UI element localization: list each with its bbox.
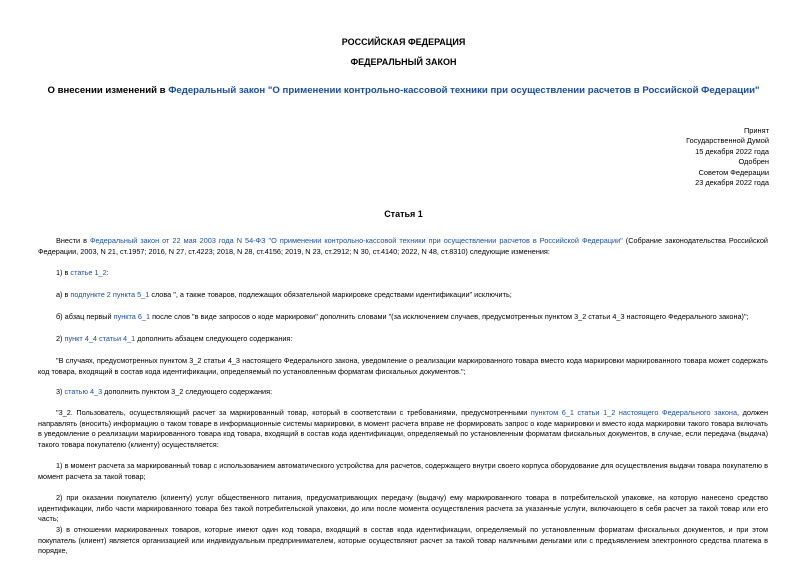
paragraph-item-1 — [38, 268, 768, 279]
article-link[interactable]: статью 4_3 — [64, 387, 103, 396]
adoption-line: 23 декабря 2022 года — [695, 178, 769, 188]
article-heading: Статья 1 — [384, 209, 423, 219]
law-title-prefix: О внесении изменений в — [47, 85, 169, 96]
text: 2) — [56, 334, 65, 343]
text: (Собрание законодательства Российской Федерации, 2003, N 21, ст.1957; 2016, N 27, ст.4223; 2018, N 28, ст.4156; 2019, N 23, ст.2912; N 30, ст.4140; 2022, N 48, ст.8310) следующие изменения: — [38, 236, 768, 256]
adoption-line: 15 декабря 2022 года — [695, 146, 769, 156]
subpoint-link[interactable]: подпункте 2 пункта 5_1 — [70, 290, 150, 299]
paragraph-item-2 — [38, 334, 768, 345]
paragraph-quote-1: "В случаях, предусмотренных пунктом 3_2 статьи 4_3 настоящего Федерального закона, уведомление о реализации маркированного товара вместо кода маркировки маркированного товара может содержать код товара, входящий в состав кода идентификации, определяемый по установленным форматам фискальных документов."; — [38, 356, 768, 376]
paragraph-subitem-1: 1) в момент расчета за маркированный товар с использованием автоматического устройства для расчетов, содержащего внутри своего корпуса оборудование для осуществления выдачи товара покупателю в момент расчета за такой товар; — [38, 461, 768, 481]
paragraph-item-3 — [38, 387, 768, 398]
adoption-block — [569, 126, 769, 188]
text: 3) — [56, 387, 65, 396]
text: после слов "в виде запросов о коде маркировки" дополнить словами "(за исключением случаев, предусмотренных пунктом 3_2 статьи 4_3 настоящего Федерального закона)"; — [150, 312, 749, 321]
text: "3_2. Пользователь, осуществляющий расчет за маркированный товар, который в соответствии с требованиями, предусмотренными — [56, 408, 531, 417]
point-link[interactable]: пункт 4_4 статьи 4_1 — [64, 334, 136, 343]
paragraph-subitem-2: 2) при оказании покупателю (клиенту) услуг общественного питания, предусматривающих передачу (выдачу) ему маркированного товара в потребительской упаковке, на которую нанесено средство идентификации, либо части маркированного товара без такой потребительской упаковки, до или после момента осуществления расчета за указанные услуги, включающего в себя расчет за такой товар или его часть; — [38, 493, 768, 524]
paragraph-item-b — [38, 312, 768, 323]
text: дополнить абзацем следующего содержания: — [135, 334, 293, 343]
text: Внести в — [56, 236, 90, 245]
paragraph-intro — [38, 236, 768, 257]
adoption-line: Советом Федерации — [698, 167, 769, 177]
text: 1) в — [56, 268, 71, 277]
law-title — [0, 85, 807, 96]
text: : — [106, 268, 109, 277]
text: дополнить пунктом 3_2 следующего содержания: — [102, 387, 273, 396]
adoption-line: Принят — [743, 126, 769, 135]
paragraph-subitem-3: 3) в отношении маркированных товаров, которые имеют один код товара, входящий в состав кода идентификации, определяемый по установленным форматам фискальных документов, и при этом покупатель (клиент) является организацией или индивидуальным предпринимателем, которые осуществляют расчет за такой товар наличными деньгами или с предъявлением электронного средства платежа в порядке, — [38, 525, 768, 556]
point-link[interactable]: пункта 6_1 — [113, 312, 151, 321]
law-link[interactable]: Федеральный закон от 22 мая 2003 года N 54-ФЗ "О применении контрольно-кассовой техники при осуществлении расчетов в Российской Федерации" — [90, 236, 623, 245]
adoption-line: Одобрен — [738, 157, 769, 167]
paragraph-item-a — [38, 290, 768, 301]
paragraph-point-3-2 — [38, 408, 768, 450]
country-heading: РОССИЙСКАЯ ФЕДЕРАЦИЯ — [341, 37, 466, 47]
law-type-heading: ФЕДЕРАЛЬНЫЙ ЗАКОН — [350, 57, 457, 67]
text: , должен направлять (вносить) информацию о таком товаре в информационные системы маркировки, в момент расчета вправе не формировать запрос о коде маркировки и вместо кода маркировки такого товара включать в уведомление о реализации маркированного товара код товара, входящий в состав кода идентификации, определяемый по установленным форматам фискальных документов, в случае, если передача (выдача) такого товара покупателю (клиенту) осуществляется: — [38, 408, 768, 449]
law-title-link[interactable]: Федеральный закон "О применении контрольно-кассовой техники при осуществлении расчетов в Российской Федерации" — [168, 85, 760, 96]
adoption-line: Государственной Думой — [686, 136, 769, 146]
point-link[interactable]: пунктом 6_1 статьи 1_2 настоящего Федерального закона — [530, 408, 738, 417]
text: а) в — [56, 290, 71, 299]
text: слова ", а также товаров, подлежащих обязательной маркировке средствами идентификации" исключить; — [149, 290, 512, 299]
text: б) абзац первый — [56, 312, 114, 321]
article-link[interactable]: статье 1_2 — [70, 268, 107, 277]
